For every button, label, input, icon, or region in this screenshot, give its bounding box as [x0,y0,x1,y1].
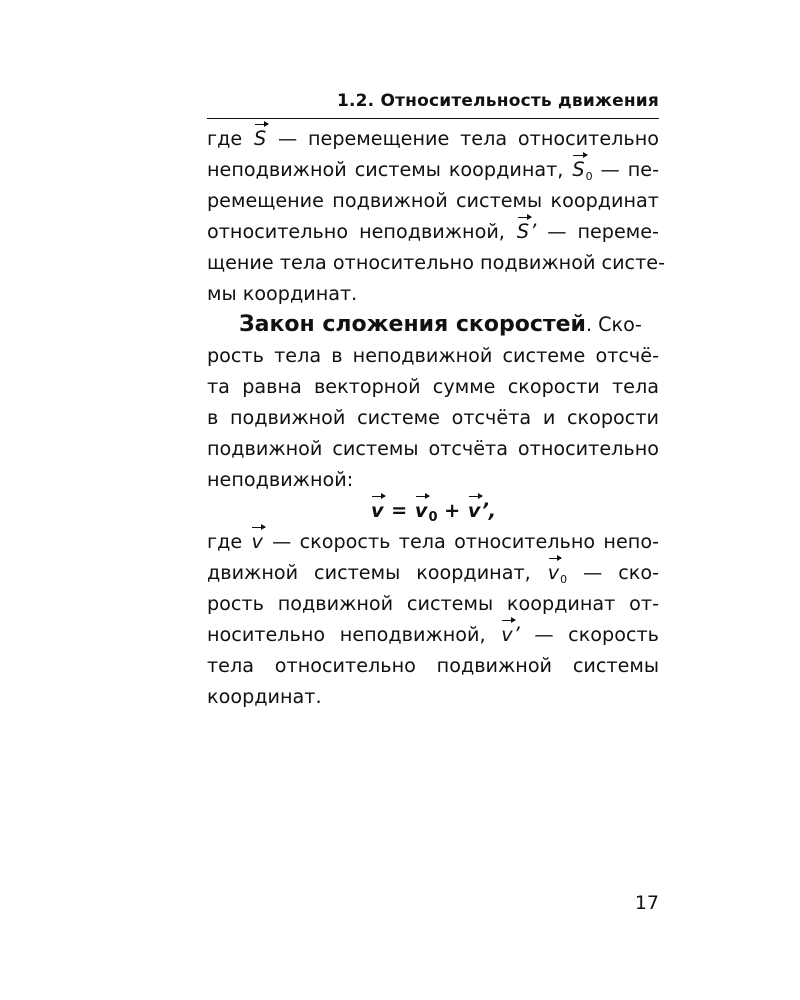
text-line: та равна векторной сумме скорости тела [207,375,659,398]
header-rule [207,118,659,119]
text-line: рость тела в неподвижной системе отсчё- [207,344,659,367]
prime-mark: ’ [481,499,489,522]
formula-equals: = [384,499,414,522]
vector-v: v [370,499,384,522]
text-line: рость подвижной системы координат от- [207,592,659,615]
text-fragment: . Ско- [585,313,642,336]
text-line [207,619,659,650]
text-line [207,557,659,588]
text-line: ремещение подвижной системы координат [207,189,659,212]
text-line: подвижной системы отсчёта относительно [207,437,659,460]
vector-v0: v [414,499,428,522]
running-header: 1.2. Относительность движения [336,91,659,111]
formula-comma: , [488,499,497,522]
prime-mark: ’ [530,220,537,243]
page-number: 17 [634,892,659,914]
text-fragment: относительно неподвижной, [207,220,516,243]
law-heading: Закон сложения скоростей [239,312,586,337]
text-line [207,526,659,557]
text-line: мы координат. [207,282,358,305]
prime-mark: ’ [513,623,520,646]
subscript: 0 [560,573,568,586]
text-line [207,216,659,247]
text-fragment: — скорость [519,623,659,646]
vector-v: v [251,530,263,553]
vector-v-prime: v [501,623,513,646]
text-fragment: — пе- [592,158,659,181]
text-fragment: неподвижной системы координат, [207,158,572,181]
vector-s: S [253,127,267,150]
text-line: щение тела относительно подвижной систе- [207,251,665,274]
subscript: 0 [585,170,593,183]
vector-s0: S [572,158,585,181]
text-line [207,309,659,340]
text-line: координат. [207,685,322,708]
text-fragment: где [207,530,251,553]
text-fragment: — переме- [536,220,659,243]
text-fragment: носительно неподвижной, [207,623,501,646]
text-fragment: где [207,127,253,150]
text-fragment: — ско- [567,561,659,584]
text-fragment: — скорость тела относительно непо- [263,530,659,553]
text-fragment: движной системы координат, [207,561,547,584]
text-line [207,154,659,185]
text-line [207,123,659,154]
vector-s-prime: S [516,220,530,243]
body-text [207,123,665,712]
vector-v-prime: v [467,499,481,522]
vector-v0: v [547,561,560,584]
formula-plus: + [437,499,467,522]
text-fragment: — перемещение тела относительно [267,127,659,150]
text-line: в подвижной системе отсчёта и скорости [207,406,659,429]
text-line: неподвижной: [207,468,354,491]
text-line: тела относительно подвижной системы [207,654,659,677]
subscript: 0 [428,510,438,525]
velocity-addition-formula [207,495,659,526]
